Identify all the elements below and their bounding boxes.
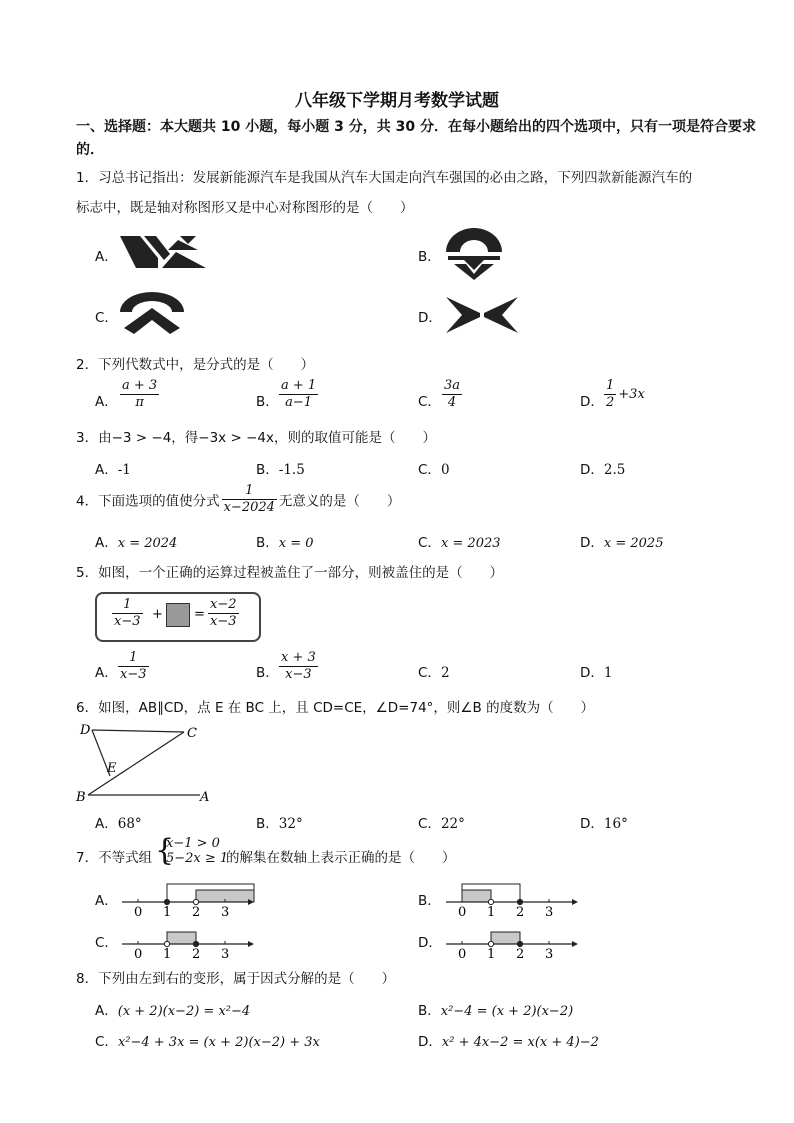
- q8-option-c: C．x²−4 + 3x = (x + 2)(x−2) + 3x: [95, 1034, 320, 1050]
- q5-option-b-value: $\frac{x + 3}{x-3}$: [281, 650, 316, 682]
- point-c-label: C: [187, 726, 197, 741]
- q2-option-a-value: $\frac{a + 3}{\pi}$: [122, 378, 158, 410]
- solid-endpoint: [517, 941, 522, 946]
- point-a-label: A: [200, 790, 210, 805]
- q6-geometry-figure: [76, 720, 226, 810]
- q7-option-a-label: A．: [95, 893, 118, 909]
- q1-option-a-label: A．: [95, 249, 118, 265]
- q8-stem: 8．下列由左到右的变形，属于因式分解的是（ ）: [76, 971, 396, 987]
- q7-option-d-label: D．: [418, 935, 442, 951]
- q1-option-c-label: C．: [95, 310, 118, 326]
- q7-brace: {: [155, 833, 175, 868]
- axis-tick-label: 0: [134, 905, 143, 920]
- axis-arrow-icon: [572, 941, 578, 947]
- axis-arrow-icon: [248, 941, 254, 947]
- open-endpoint: [488, 941, 493, 946]
- q5-option-b-label: B．: [256, 665, 279, 681]
- axis-arrow-icon: [572, 899, 578, 905]
- open-endpoint: [164, 941, 169, 946]
- q2-option-a-label: A．: [95, 394, 118, 410]
- logo-b-icon: [444, 228, 504, 280]
- point-e-label: E: [107, 761, 117, 776]
- q6-option-d: D．16°: [580, 816, 628, 832]
- q8-option-a: A．(x + 2)(x−2) = x²−4: [95, 1003, 251, 1019]
- q4-stem: 4．下面选项的值使分式 $\frac{1}{x-2024}$ 无意义的是（ ）: [76, 483, 401, 515]
- solid-endpoint: [164, 899, 169, 904]
- section-heading: 一、选择题：本大题共 10 小题，每小题 3 分，共 30 分．在每小题给出的四个选项中，只有一项是符合要求的．: [76, 119, 756, 158]
- axis-tick-label: 2: [516, 947, 525, 962]
- q8-option-b: B．x²−4 = (x + 2)(x−2): [418, 1003, 574, 1019]
- q5-option-c: C．2: [418, 665, 450, 681]
- q7-option-b-label: B．: [418, 893, 441, 909]
- q5-box-left-fraction: $\frac{1}{x-3}$: [114, 597, 141, 629]
- point-b-label: B: [76, 790, 86, 805]
- q7-stem-post: 的解集在数轴上表示正确的是（ ）: [226, 850, 456, 866]
- q8-option-d: D．x² + 4x−2 = x(x + 4)−2: [418, 1034, 599, 1050]
- q1-option-d-label: D．: [418, 310, 442, 326]
- q5-box-plus: +: [152, 607, 163, 622]
- q3-option-d: D．2.5: [580, 462, 626, 478]
- q5-covered-square: [166, 603, 190, 627]
- q2-option-d-label: D．: [580, 394, 604, 410]
- q2-option-b-label: B．: [256, 394, 279, 410]
- q6-option-a: A．68°: [95, 816, 142, 832]
- q7-numberline-d: [444, 918, 579, 960]
- axis-tick-label: 2: [516, 905, 525, 920]
- axis-tick-label: 0: [458, 905, 467, 920]
- q3-option-b: B．-1.5: [256, 462, 305, 478]
- axis-tick-label: 0: [458, 947, 467, 962]
- axis-tick-label: 1: [163, 947, 172, 962]
- q1-option-b-label: B．: [418, 249, 441, 265]
- q6-stem: 6．如图，AB∥CD，点 E 在 BC 上，且 CD=CE，∠D=74°，则∠B 的度数为（ ）: [76, 700, 595, 716]
- axis-tick-label: 3: [545, 947, 554, 962]
- q3-option-c: C．0: [418, 462, 450, 478]
- q7-stem-pre: 7．不等式组: [76, 850, 153, 866]
- q4-option-a: A．x = 2024: [95, 535, 178, 551]
- q6-option-b: B．32°: [256, 816, 303, 832]
- axis-tick-label: 3: [221, 905, 230, 920]
- q5-option-a-label: A．: [95, 665, 118, 681]
- q2-option-c-value: $\frac{3a}{4}$: [444, 378, 461, 410]
- q2-stem: 2．下列代数式中，是分式的是（ ）: [76, 357, 315, 373]
- q1-stem-line2: 标志中，既是轴对称图形又是中心对称图形的是（ ）: [76, 200, 414, 216]
- q7-numberline-a: [120, 876, 255, 918]
- open-endpoint: [488, 899, 493, 904]
- logo-c-icon: [118, 292, 186, 336]
- q5-stem: 5．如图，一个正确的运算过程被盖住了一部分，则被盖住的是（ ）: [76, 565, 504, 581]
- axis-tick-label: 0: [134, 947, 143, 962]
- axis-tick-label: 2: [192, 947, 201, 962]
- axis-tick-label: 2: [192, 905, 201, 920]
- q5-option-d: D．1: [580, 665, 613, 681]
- axis-tick-label: 1: [163, 905, 172, 920]
- axis-tick-label: 1: [487, 947, 496, 962]
- q3-option-a: A．-1: [95, 462, 131, 478]
- q5-box-right-fraction: $\frac{x-2}{x-3}$: [210, 597, 237, 629]
- q1-stem-line1: 1．习总书记指出：发展新能源汽车是我国从汽车大国走向汽车强国的必由之路，下列四款新能源汽车的: [76, 170, 693, 186]
- q7-system: x−1 > 0 5−2x ≥ 1: [166, 836, 229, 866]
- q4-option-b: B．x = 0: [256, 535, 314, 551]
- q7-numberline-b: [444, 876, 579, 918]
- q3-stem: 3．由−3 > −4，得−3x > −4x，则的取值可能是（ ）: [76, 430, 436, 446]
- page-title: 八年级下学期月考数学试题: [295, 91, 499, 111]
- q5-option-a-value: $\frac{1}{x-3}$: [120, 650, 147, 682]
- q4-option-d: D．x = 2025: [580, 535, 664, 551]
- q2-option-d-value: $\frac{1}{2}$ +3x: [606, 378, 645, 410]
- logo-d-icon: [444, 295, 520, 335]
- axis-tick-label: 3: [221, 947, 230, 962]
- axis-tick-label: 3: [545, 905, 554, 920]
- q2-option-b-value: $\frac{a + 1}{a-1}$: [281, 378, 317, 410]
- solution-region: [491, 932, 520, 944]
- q2-option-c-label: C．: [418, 394, 441, 410]
- q6-option-c: C．22°: [418, 816, 465, 832]
- logo-a-icon: [118, 232, 213, 272]
- q7-numberline-c: [120, 918, 255, 960]
- solid-endpoint: [517, 899, 522, 904]
- solution-region: [167, 932, 196, 944]
- solution-region: [462, 890, 491, 902]
- q7-option-c-label: C．: [95, 935, 118, 951]
- q4-option-c: C．x = 2023: [418, 535, 501, 551]
- point-d-label: D: [80, 723, 91, 738]
- solid-endpoint: [193, 941, 198, 946]
- q5-box-equals: =: [194, 607, 205, 622]
- axis-tick-label: 1: [487, 905, 496, 920]
- open-endpoint: [193, 899, 198, 904]
